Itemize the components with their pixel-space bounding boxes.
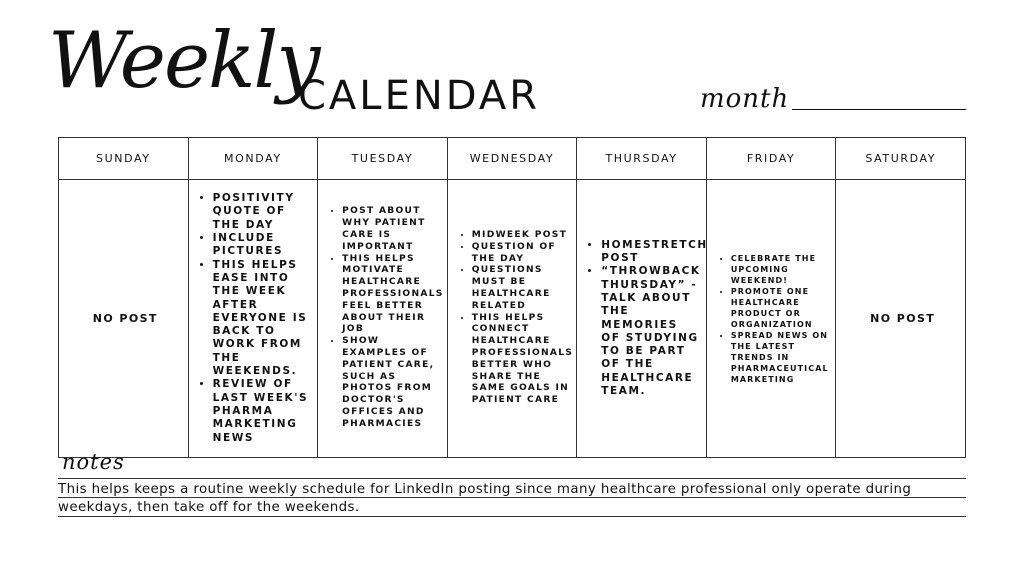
list-item: • QUESTIONS MUST BE HEALTHCARE RELATED: [472, 265, 573, 312]
list-item: • “THROWBACK THURSDAY” - TALK ABOUT THE MEMORIES OF STUDYING TO BE PART OF THE HEALTHCARE TEAM.: [601, 265, 702, 398]
cell-saturday: NO POST: [836, 180, 966, 458]
list-item: • SPREAD NEWS ON THE LATEST TRENDS IN PHARMACEUTICAL MARKETING: [731, 330, 832, 385]
title-calendar: CALENDAR: [298, 73, 541, 119]
list-item: • MIDWEEK POST: [472, 230, 573, 242]
cell-sunday: NO POST: [59, 180, 189, 458]
day-header-sunday: SUNDAY: [59, 138, 189, 180]
list-item: • CELEBRATE THE UPCOMING WEEKEND!: [731, 253, 832, 286]
list-item: • POSITIVITY QUOTE OF THE DAY: [213, 192, 314, 232]
list-item: • THIS HELPS CONNECT HEALTHCARE PROFESSIONALS BETTER WHO SHARE THE SAME GOALS IN PATIENT CARE: [472, 313, 573, 407]
notes-text: This helps keeps a routine weekly schedule for LinkedIn posting since many healthcare professional only operate during weekdays, then take off for the weekends.: [58, 482, 912, 515]
day-header-row: [59, 138, 966, 180]
cell-friday: [706, 180, 836, 458]
month-label: month: [700, 84, 790, 114]
day-header-thursday: THURSDAY: [577, 138, 707, 180]
cell-wednesday: [447, 180, 577, 458]
day-header-saturday: SATURDAY: [836, 138, 966, 180]
list-item: • THIS HELPS MOTIVATE HEALTHCARE PROFESSIONALS FEEL BETTER ABOUT THEIR JOB: [342, 254, 443, 337]
list-item: • QUESTION OF THE DAY: [472, 242, 573, 266]
list-item: • INCLUDE PICTURES: [213, 232, 314, 259]
friday-list: [715, 253, 832, 385]
weekly-calendar-table: [58, 137, 966, 458]
list-item: • HOMESTRETCH POST: [601, 239, 702, 266]
day-header-friday: FRIDAY: [706, 138, 836, 180]
notes-rule-1: [58, 478, 966, 479]
day-header-tuesday: TUESDAY: [318, 138, 448, 180]
day-header-wednesday: WEDNESDAY: [447, 138, 577, 180]
monday-list: [197, 192, 314, 445]
list-item: • POST ABOUT WHY PATIENT CARE IS IMPORTANT: [342, 206, 443, 253]
list-item: • REVIEW OF LAST WEEK'S PHARMA MARKETING NEWS: [213, 378, 314, 444]
day-content-row: [59, 180, 966, 458]
tuesday-list: [326, 206, 443, 430]
title-weekly: Weekly: [48, 16, 319, 106]
cell-tuesday: [318, 180, 448, 458]
notes-label: notes: [62, 450, 125, 474]
notes-rule-3: [58, 516, 966, 517]
thursday-list: [585, 238, 708, 399]
wednesday-list: [456, 230, 573, 407]
cell-monday: [188, 180, 318, 458]
day-header-monday: MONDAY: [188, 138, 318, 180]
list-item: • PROMOTE ONE HEALTHCARE PRODUCT OR ORGANIZATION: [731, 286, 832, 330]
month-input-line[interactable]: [792, 109, 966, 110]
cell-thursday: [577, 180, 707, 458]
list-item: • SHOW EXAMPLES OF PATIENT CARE, SUCH AS PHOTOS FROM DOCTOR'S OFFICES AND PHARMACIES: [342, 336, 443, 430]
list-item: • THIS HELPS EASE INTO THE WEEK AFTER EVERYONE IS BACK TO WORK FROM THE WEEKENDS.: [213, 259, 314, 379]
